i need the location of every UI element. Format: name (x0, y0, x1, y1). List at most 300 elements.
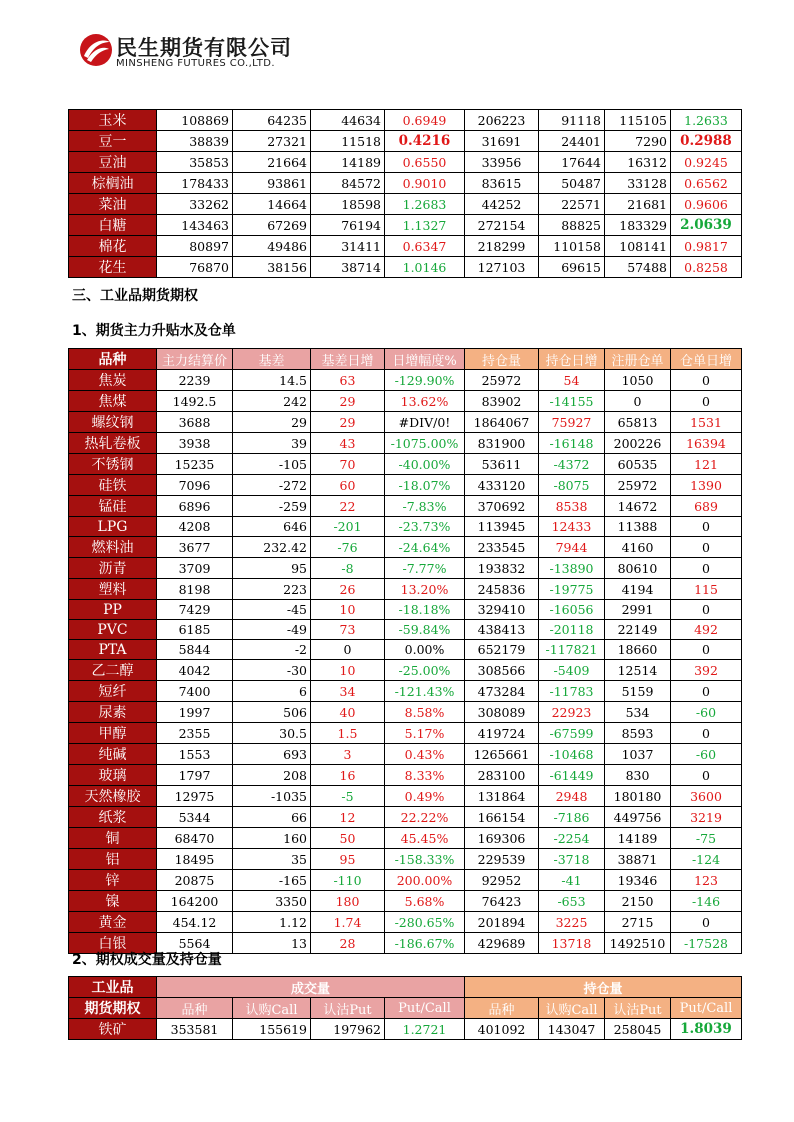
table-cell: 13 (233, 933, 311, 954)
table-cell: 57488 (605, 257, 671, 278)
table-cell: 3219 (671, 807, 742, 828)
table-cell: 31411 (311, 236, 385, 257)
table-cell: 38839 (157, 131, 233, 152)
table-cell: 438413 (465, 620, 539, 640)
table-cell: 6185 (157, 620, 233, 640)
table-cell: 17644 (539, 152, 605, 173)
table-cell: -16148 (539, 433, 605, 454)
column-header: 注册仓单 (605, 349, 671, 370)
variety-cell: 棕榈油 (69, 173, 157, 194)
table-cell: 43 (311, 433, 385, 454)
table-cell: -40.00% (385, 454, 465, 475)
table-cell: -59.84% (385, 620, 465, 640)
table-cell: 66 (233, 807, 311, 828)
options-corner-line1: 工业品 (69, 977, 157, 998)
table-cell: 2991 (605, 600, 671, 620)
table-cell: -61449 (539, 765, 605, 786)
table-cell: -201 (311, 517, 385, 537)
table-cell: 8593 (605, 723, 671, 744)
table-cell: -121.43% (385, 681, 465, 702)
table-cell: 245836 (465, 579, 539, 600)
table-cell: 3350 (233, 891, 311, 912)
table-row (69, 681, 742, 702)
table-cell: 693 (233, 744, 311, 765)
table-cell: 164200 (157, 891, 233, 912)
variety-cell: 豆一 (69, 131, 157, 152)
table-cell: 0 (671, 370, 742, 391)
table-cell: 178433 (157, 173, 233, 194)
table-cell: -7.83% (385, 496, 465, 517)
table-cell: 401092 (465, 1019, 539, 1040)
table-cell: 433120 (465, 475, 539, 496)
table-cell: 50487 (539, 173, 605, 194)
table-cell: 76870 (157, 257, 233, 278)
table-cell: 28 (311, 933, 385, 954)
table-cell: 8.33% (385, 765, 465, 786)
table-row (69, 517, 742, 537)
table-cell: 3600 (671, 786, 742, 807)
table-cell: 29 (233, 412, 311, 433)
table-cell: -4372 (539, 454, 605, 475)
table-cell: 8538 (539, 496, 605, 517)
table-cell: 492 (671, 620, 742, 640)
table-cell: -158.33% (385, 849, 465, 870)
table-row (69, 433, 742, 454)
column-header: 主力结算价 (157, 349, 233, 370)
table-cell: #DIV/0! (385, 412, 465, 433)
table-cell: 155619 (233, 1019, 311, 1040)
table-cell: 18660 (605, 640, 671, 660)
table-cell: 0.6347 (385, 236, 465, 257)
table-row (69, 558, 742, 579)
table-row (69, 454, 742, 475)
table-cell: 115 (671, 579, 742, 600)
table-row (69, 412, 742, 433)
variety-cell: 黄金 (69, 912, 157, 933)
table-cell: -280.65% (385, 912, 465, 933)
table-cell: 308089 (465, 702, 539, 723)
table-cell: 218299 (465, 236, 539, 257)
table-cell: 20875 (157, 870, 233, 891)
table-cell: 76194 (311, 215, 385, 236)
table-cell: 108869 (157, 110, 233, 131)
table-cell: 121 (671, 454, 742, 475)
table-cell: 40 (311, 702, 385, 723)
table-row (69, 891, 742, 912)
table-cell: 1797 (157, 765, 233, 786)
table-cell: -16056 (539, 600, 605, 620)
table-row (69, 786, 742, 807)
table-cell: 31691 (465, 131, 539, 152)
table-cell: -14155 (539, 391, 605, 412)
table-cell: -67599 (539, 723, 605, 744)
table-cell: 258045 (605, 1019, 671, 1040)
variety-cell: 热轧卷板 (69, 433, 157, 454)
table-cell: -8 (311, 558, 385, 579)
table-cell: 19346 (605, 870, 671, 891)
table-cell: 33956 (465, 152, 539, 173)
table-cell: 1553 (157, 744, 233, 765)
table-cell: 0.49% (385, 786, 465, 807)
table-cell: 11518 (311, 131, 385, 152)
table-cell: -165 (233, 870, 311, 891)
table-cell: -129.90% (385, 370, 465, 391)
table-cell: 18598 (311, 194, 385, 215)
table-cell: 35 (233, 849, 311, 870)
table-cell: 0 (671, 558, 742, 579)
variety-cell: 豆油 (69, 152, 157, 173)
volume-group-header: 成交量 (157, 977, 465, 998)
table-cell: 16 (311, 765, 385, 786)
table-cell: -18.07% (385, 475, 465, 496)
table-cell: 2150 (605, 891, 671, 912)
table-cell: 12514 (605, 660, 671, 681)
variety-cell: 白糖 (69, 215, 157, 236)
table-cell: 44252 (465, 194, 539, 215)
table-cell: 7290 (605, 131, 671, 152)
table-cell: 67269 (233, 215, 311, 236)
company-name-cn: 民生期货有限公司 (116, 36, 292, 60)
column-header: 基差 (233, 349, 311, 370)
table-cell: 5844 (157, 640, 233, 660)
table-cell: 3709 (157, 558, 233, 579)
table-cell: 0 (671, 537, 742, 558)
table-row (69, 194, 742, 215)
table-cell: 2948 (539, 786, 605, 807)
table-cell: 70 (311, 454, 385, 475)
table-row (69, 807, 742, 828)
oi-group-header: 持仓量 (465, 977, 742, 998)
table-cell: 0.9817 (671, 236, 742, 257)
column-header: Put/Call (385, 998, 465, 1019)
table-cell: 50 (311, 828, 385, 849)
variety-cell: 菜油 (69, 194, 157, 215)
table-cell: -8075 (539, 475, 605, 496)
table-cell: 93861 (233, 173, 311, 194)
table-cell: 38714 (311, 257, 385, 278)
table-cell: 0 (671, 765, 742, 786)
table-cell: 29 (311, 391, 385, 412)
table-cell: 4042 (157, 660, 233, 681)
variety-cell: 锌 (69, 870, 157, 891)
table-row (69, 215, 742, 236)
table-row (69, 110, 742, 131)
column-header: 认购Call (539, 998, 605, 1019)
table-cell: 131864 (465, 786, 539, 807)
variety-cell: 白银 (69, 933, 157, 954)
table-cell: 0 (605, 391, 671, 412)
table-cell: 208 (233, 765, 311, 786)
table-cell: 22571 (539, 194, 605, 215)
table-cell: 272154 (465, 215, 539, 236)
table-cell: 95 (311, 849, 385, 870)
table-cell: 0.2988 (671, 131, 742, 152)
table-cell: 0.43% (385, 744, 465, 765)
table-row (69, 131, 742, 152)
table-cell: 7944 (539, 537, 605, 558)
table-cell: 830 (605, 765, 671, 786)
table-row (69, 723, 742, 744)
table-cell: 223 (233, 579, 311, 600)
section-basis-title: 1、期货主力升贴水及仓单 (72, 323, 236, 339)
table-cell: 8198 (157, 579, 233, 600)
table-cell: 1.12 (233, 912, 311, 933)
table-cell: -2254 (539, 828, 605, 849)
table-cell: 6896 (157, 496, 233, 517)
variety-cell: 甲醇 (69, 723, 157, 744)
table-cell: 1.74 (311, 912, 385, 933)
table-cell: 12 (311, 807, 385, 828)
table-cell: -25.00% (385, 660, 465, 681)
variety-cell: PVC (69, 620, 157, 640)
variety-cell: 天然橡胶 (69, 786, 157, 807)
table-cell: -1035 (233, 786, 311, 807)
variety-cell: 短纤 (69, 681, 157, 702)
table-cell: 4194 (605, 579, 671, 600)
table-row (69, 496, 742, 517)
table-cell: 473284 (465, 681, 539, 702)
table-cell: 35853 (157, 152, 233, 173)
company-name-en: MINSHENG FUTURES CO.,LTD. (116, 58, 275, 69)
table-cell: 1492.5 (157, 391, 233, 412)
table-cell: 3688 (157, 412, 233, 433)
table-cell: 18495 (157, 849, 233, 870)
table-cell: 53611 (465, 454, 539, 475)
table-cell: 652179 (465, 640, 539, 660)
table-cell: -76 (311, 537, 385, 558)
table-cell: 21664 (233, 152, 311, 173)
table-cell: 3 (311, 744, 385, 765)
table-cell: -124 (671, 849, 742, 870)
table-cell: 2355 (157, 723, 233, 744)
table-cell: 0.6949 (385, 110, 465, 131)
table-cell: 166154 (465, 807, 539, 828)
table-cell: -272 (233, 475, 311, 496)
table-cell: 4208 (157, 517, 233, 537)
table-cell: -75 (671, 828, 742, 849)
table-cell: -7186 (539, 807, 605, 828)
table-cell: -60 (671, 702, 742, 723)
table-cell: 0 (671, 517, 742, 537)
table-cell: 38156 (233, 257, 311, 278)
table-cell: 10 (311, 660, 385, 681)
table-row (69, 475, 742, 496)
variety-cell: 铜 (69, 828, 157, 849)
column-header: 日增幅度% (385, 349, 465, 370)
table-cell: 16394 (671, 433, 742, 454)
table-cell: 193832 (465, 558, 539, 579)
variety-cell: 乙二醇 (69, 660, 157, 681)
table-cell: -41 (539, 870, 605, 891)
column-header: 持仓量 (465, 349, 539, 370)
table-cell: 3677 (157, 537, 233, 558)
table-row (69, 600, 742, 620)
table-row (69, 870, 742, 891)
table-cell: 283100 (465, 765, 539, 786)
table-cell: 7400 (157, 681, 233, 702)
table-row (69, 828, 742, 849)
variety-cell: 硅铁 (69, 475, 157, 496)
table-cell: -186.67% (385, 933, 465, 954)
table-cell: 1037 (605, 744, 671, 765)
table-cell: 6 (233, 681, 311, 702)
column-header: Put/Call (671, 998, 742, 1019)
table-cell: 506 (233, 702, 311, 723)
variety-cell: 塑料 (69, 579, 157, 600)
variety-cell: 铁矿 (69, 1019, 157, 1040)
table-cell: 646 (233, 517, 311, 537)
table-cell: 0.00% (385, 640, 465, 660)
table-cell: 27321 (233, 131, 311, 152)
column-header: 基差日增 (311, 349, 385, 370)
variety-cell: 焦炭 (69, 370, 157, 391)
table-cell: 4160 (605, 537, 671, 558)
table-cell: 7096 (157, 475, 233, 496)
table-cell: 88825 (539, 215, 605, 236)
table-cell: 80897 (157, 236, 233, 257)
column-header: 品种 (465, 998, 539, 1019)
table-cell: 392 (671, 660, 742, 681)
table-cell: 123 (671, 870, 742, 891)
table-cell: 83615 (465, 173, 539, 194)
variety-cell: 焦煤 (69, 391, 157, 412)
table-cell: 115105 (605, 110, 671, 131)
table-cell: 183329 (605, 215, 671, 236)
column-header: 品种 (69, 349, 157, 370)
table-cell: 0.6550 (385, 152, 465, 173)
table-cell: 69615 (539, 257, 605, 278)
table-cell: 233545 (465, 537, 539, 558)
table-cell: 14189 (311, 152, 385, 173)
table-row (69, 640, 742, 660)
section-options-title: 2、期权成交量及持仓量 (72, 952, 222, 968)
table-row (69, 236, 742, 257)
column-header: 认沽Put (311, 998, 385, 1019)
table-cell: -3718 (539, 849, 605, 870)
table-cell: -18.18% (385, 600, 465, 620)
column-header: 仓单日增 (671, 349, 742, 370)
column-header: 品种 (157, 998, 233, 1019)
table-cell: 60535 (605, 454, 671, 475)
agri-options-table (68, 109, 742, 278)
table-cell: 49486 (233, 236, 311, 257)
table-cell: -30 (233, 660, 311, 681)
table-cell: 44634 (311, 110, 385, 131)
variety-cell: 螺纹钢 (69, 412, 157, 433)
table-cell: 113945 (465, 517, 539, 537)
table-cell: 1531 (671, 412, 742, 433)
table-cell: 1.1327 (385, 215, 465, 236)
table-cell: 45.45% (385, 828, 465, 849)
table-cell: 160 (233, 828, 311, 849)
table-cell: -20118 (539, 620, 605, 640)
table-cell: 143463 (157, 215, 233, 236)
table-cell: -105 (233, 454, 311, 475)
table-cell: 54 (539, 370, 605, 391)
table-cell: 60 (311, 475, 385, 496)
table-cell: -19775 (539, 579, 605, 600)
table-cell: 33262 (157, 194, 233, 215)
table-cell: 0 (671, 640, 742, 660)
table-cell: 232.42 (233, 537, 311, 558)
variety-cell: 燃料油 (69, 537, 157, 558)
table-cell: -5 (311, 786, 385, 807)
table-cell: 12433 (539, 517, 605, 537)
variety-cell: 花生 (69, 257, 157, 278)
table-cell: 24401 (539, 131, 605, 152)
variety-cell: 棉花 (69, 236, 157, 257)
table-cell: 16312 (605, 152, 671, 173)
table-cell: -117821 (539, 640, 605, 660)
table-cell: 242 (233, 391, 311, 412)
table-cell: 22149 (605, 620, 671, 640)
table-cell: 14664 (233, 194, 311, 215)
table-cell: 1265661 (465, 744, 539, 765)
table-cell: 1.2633 (671, 110, 742, 131)
table-cell: 206223 (465, 110, 539, 131)
table-cell: 353581 (157, 1019, 233, 1040)
table-cell: 13.20% (385, 579, 465, 600)
table-cell: 534 (605, 702, 671, 723)
table-cell: 5564 (157, 933, 233, 954)
variety-cell: 纯碱 (69, 744, 157, 765)
table-cell: 419724 (465, 723, 539, 744)
table-row (69, 849, 742, 870)
table-cell: 110158 (539, 236, 605, 257)
table-cell: 0 (671, 681, 742, 702)
table-cell: 39 (233, 433, 311, 454)
table-cell: 92952 (465, 870, 539, 891)
options-volume-oi-table (68, 976, 742, 1040)
table-cell: 0.9606 (671, 194, 742, 215)
table-cell: -60 (671, 744, 742, 765)
variety-cell: 铝 (69, 849, 157, 870)
table-cell: 1.2683 (385, 194, 465, 215)
table-cell: -7.77% (385, 558, 465, 579)
table-cell: 108141 (605, 236, 671, 257)
company-logo (78, 30, 338, 78)
table-cell: 25972 (605, 475, 671, 496)
table-cell: 200.00% (385, 870, 465, 891)
table-row (69, 173, 742, 194)
table-cell: 25972 (465, 370, 539, 391)
table-cell: 80610 (605, 558, 671, 579)
table-cell: 84572 (311, 173, 385, 194)
table-row (69, 744, 742, 765)
table-cell: 7429 (157, 600, 233, 620)
table-cell: 12975 (157, 786, 233, 807)
variety-cell: LPG (69, 517, 157, 537)
variety-cell: PTA (69, 640, 157, 660)
table-cell: 1492510 (605, 933, 671, 954)
table-cell: -17528 (671, 933, 742, 954)
table-cell: 73 (311, 620, 385, 640)
variety-cell: 纸浆 (69, 807, 157, 828)
table-cell: 5344 (157, 807, 233, 828)
table-row (69, 370, 742, 391)
table-cell: 329410 (465, 600, 539, 620)
variety-cell: 玻璃 (69, 765, 157, 786)
table-cell: 5.68% (385, 891, 465, 912)
table-cell: -13890 (539, 558, 605, 579)
table-cell: 308566 (465, 660, 539, 681)
table-cell: 0.9245 (671, 152, 742, 173)
table-row (69, 152, 742, 173)
table-cell: 14.5 (233, 370, 311, 391)
table-cell: 13718 (539, 933, 605, 954)
table-row (69, 912, 742, 933)
table-cell: 180 (311, 891, 385, 912)
